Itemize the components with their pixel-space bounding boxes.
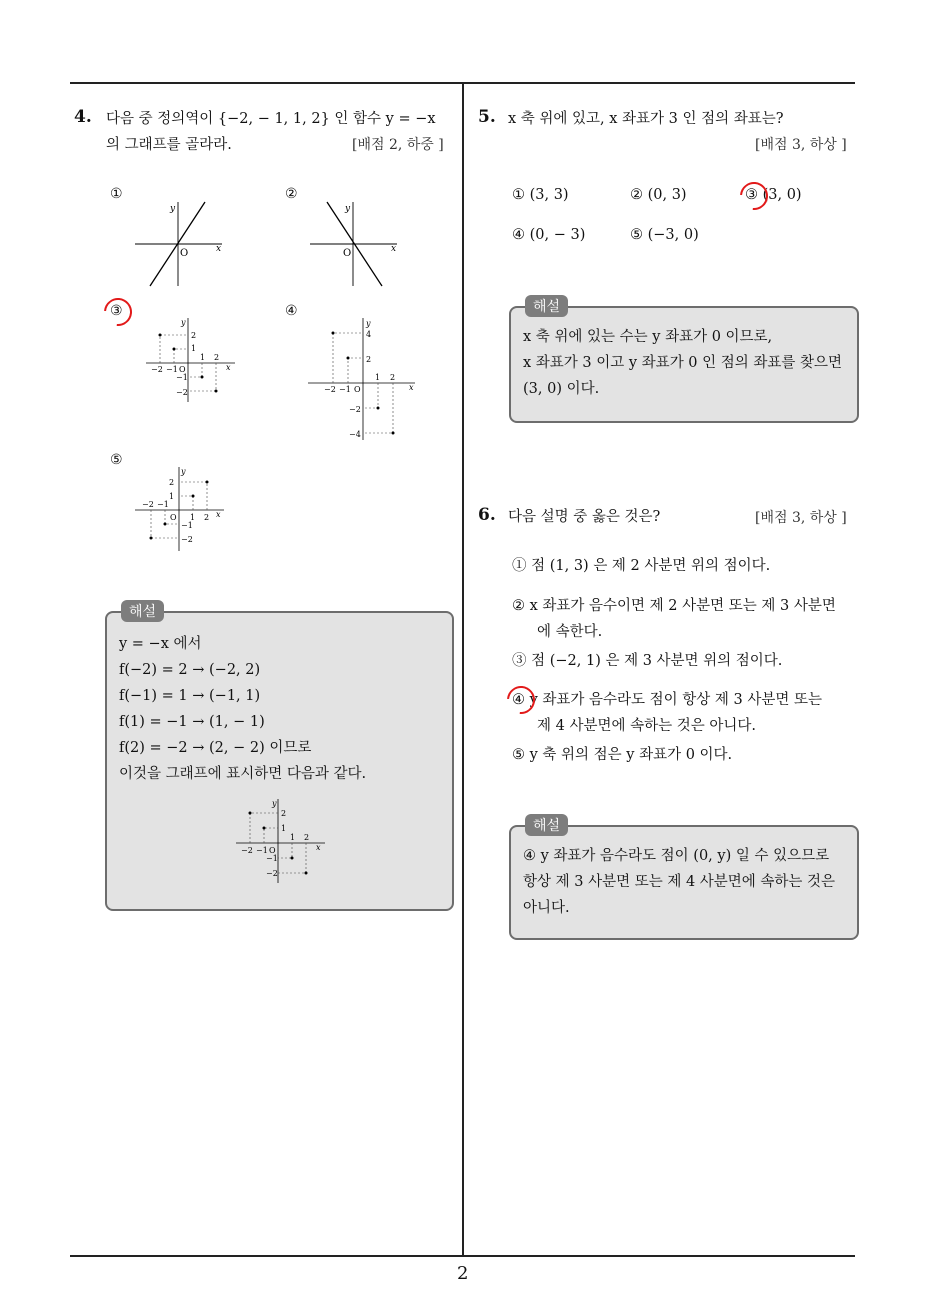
q6-number: 6.: [478, 505, 496, 525]
origin-label: O: [180, 248, 189, 259]
axis-label-y: y: [181, 467, 186, 476]
axis-label-y: y: [272, 799, 277, 808]
point: [305, 872, 308, 875]
tick-label: −4: [349, 430, 361, 439]
q4-option-4-label[interactable]: ④: [285, 303, 298, 319]
axis-label-x: x: [216, 244, 222, 254]
q4-solution-line2: f(−2) = 2 → (−2, 2): [119, 662, 261, 678]
tick-label: 1: [191, 344, 197, 353]
axis-label-y: y: [181, 318, 186, 327]
q4-solution-line5: f(2) = −2 → (2, − 2) 이므로: [119, 740, 312, 756]
q5-solution-line2: x 좌표가 3 이고 y 좌표가 0 인 점의 좌표를 찾으면: [523, 355, 843, 371]
q4-option-1-label[interactable]: ①: [110, 186, 123, 202]
q5-solution-line3: (3, 0) 이다.: [523, 381, 600, 397]
tick-label: 2: [390, 373, 396, 382]
q6-solution-line1: ④ y 좌표가 음수라도 점이 (0, y) 일 수 있으므로: [523, 848, 830, 864]
q4-option-2-label[interactable]: ②: [285, 186, 298, 202]
point: [392, 432, 395, 435]
origin-label: O: [354, 385, 361, 394]
q6-option-5[interactable]: ⑤ y 축 위의 점은 y 좌표가 0 이다.: [512, 747, 733, 763]
tick-label: 1: [375, 373, 381, 382]
origin-label: O: [343, 248, 352, 259]
q5-meta: [배점 3, 하상 ]: [755, 137, 847, 153]
tick-label: 1: [169, 492, 175, 501]
q6-option-4-cont: 제 4 사분면에 속하는 것은 아니다.: [537, 718, 756, 734]
q6-option-2[interactable]: ② x 좌표가 음수이면 제 2 사분면 또는 제 3 사분면: [512, 598, 836, 614]
q5-option-4[interactable]: ④ (0, − 3): [512, 227, 586, 243]
tick-label: −1: [256, 846, 268, 855]
column-divider: [462, 82, 464, 1257]
q6-option-2-cont: 에 속한다.: [537, 624, 603, 640]
q4-solution-line1: y = −x 에서: [119, 636, 202, 652]
solution-tag: 해설: [121, 600, 164, 622]
q6-stem: 다음 설명 중 옳은 것은?: [508, 509, 661, 525]
tick-label: −2: [266, 869, 278, 878]
q4-number: 4.: [74, 107, 92, 127]
tick-label: 1: [200, 353, 206, 362]
tick-label: −2: [176, 388, 188, 397]
q4-stem-line2: 의 그래프를 골라라.: [106, 137, 232, 153]
page-number: 2: [457, 1263, 469, 1284]
axis-label-x: x: [316, 843, 321, 852]
q5-option-5[interactable]: ⑤ (−3, 0): [630, 227, 699, 243]
point: [173, 348, 176, 351]
tick-label: −2: [241, 846, 253, 855]
origin-label: O: [269, 846, 276, 855]
solution-tag: 해설: [525, 295, 568, 317]
q4-solution-box: [105, 604, 454, 911]
axis-label-x: x: [391, 244, 397, 254]
point: [291, 857, 294, 860]
q6-solution-line2: 항상 제 3 사분면 또는 제 4 사분면에 속하는 것은: [523, 874, 836, 890]
tick-label: 1: [281, 824, 287, 833]
tick-label: 2: [366, 355, 372, 364]
tick-label: −2: [151, 365, 163, 374]
axis-label-x: x: [226, 363, 231, 372]
axis-label-y: y: [345, 204, 351, 214]
tick-label: −2: [181, 535, 193, 544]
point: [332, 332, 335, 335]
point: [164, 523, 167, 526]
q6-meta: [배점 3, 하상 ]: [755, 510, 847, 526]
q4-option-4-graph: [305, 316, 417, 442]
point: [192, 495, 195, 498]
q5-number: 5.: [478, 107, 496, 127]
q4-meta: [배점 2, 하중 ]: [352, 137, 444, 153]
q6-option-4[interactable]: ④ y 좌표가 음수라도 점이 항상 제 3 사분면 또는: [512, 692, 823, 708]
axis-label-x: x: [216, 510, 221, 519]
point: [150, 537, 153, 540]
q4-option-5-label[interactable]: ⑤: [110, 452, 123, 468]
tick-label: −1: [166, 365, 178, 374]
point: [377, 407, 380, 410]
axis-label-y: y: [170, 204, 176, 214]
tick-label: 1: [290, 833, 296, 842]
tick-label: −2: [324, 385, 336, 394]
q4-option-2-graph: [305, 198, 405, 290]
q4-solution-line3: f(−1) = 1 → (−1, 1): [119, 688, 261, 704]
tick-label: −1: [181, 521, 193, 530]
solution-tag: 해설: [525, 814, 568, 836]
q5-stem: x 축 위에 있고, x 좌표가 3 인 점의 좌표는?: [508, 111, 784, 127]
point: [201, 376, 204, 379]
q6-solution-box: [509, 818, 859, 940]
q5-option-3[interactable]: ③ (3, 0): [745, 187, 802, 203]
point: [206, 481, 209, 484]
axis-label-y: y: [366, 319, 371, 328]
q6-option-3[interactable]: ③ 점 (−2, 1) 은 제 3 사분면 위의 점이다.: [512, 653, 783, 669]
tick-label: 2: [204, 513, 210, 522]
q4-solution-graph: [233, 797, 328, 885]
q5-option-1[interactable]: ① (3, 3): [512, 187, 569, 203]
tick-label: −2: [349, 405, 361, 414]
tick-label: −1: [157, 500, 169, 509]
tick-label: 2: [191, 331, 197, 340]
point: [159, 334, 162, 337]
point: [263, 827, 266, 830]
tick-label: −2: [142, 500, 154, 509]
tick-label: 2: [304, 833, 310, 842]
q4-option-1-graph: [130, 198, 230, 290]
q4-option-3-label[interactable]: ③: [110, 303, 123, 319]
tick-label: 2: [281, 809, 287, 818]
tick-label: 4: [366, 330, 372, 339]
q4-option-5-graph: [132, 465, 227, 553]
point: [215, 390, 218, 393]
q4-option-3-graph: [143, 316, 238, 404]
tick-label: −1: [176, 373, 188, 382]
q6-solution-line3: 아니다.: [523, 900, 570, 916]
q5-option-2[interactable]: ② (0, 3): [630, 187, 687, 203]
tick-label: 1: [190, 513, 196, 522]
axis-label-x: x: [409, 383, 414, 392]
q4-solution-line4: f(1) = −1 → (1, − 1): [119, 714, 265, 730]
q6-option-1[interactable]: ① 점 (1, 3) 은 제 2 사분면 위의 점이다.: [512, 558, 771, 574]
red-check-mark-icon: [98, 292, 137, 331]
tick-label: 2: [214, 353, 220, 362]
q4-solution-line6: 이것을 그래프에 표시하면 다음과 같다.: [119, 766, 367, 782]
origin-label: O: [179, 365, 186, 374]
tick-label: −1: [266, 854, 278, 863]
q4-stem-line1: 다음 중 정의역이 {−2, − 1, 1, 2} 인 함수 y = −x: [106, 111, 436, 127]
q5-solution-line1: x 축 위에 있는 수는 y 좌표가 0 이므로,: [523, 329, 773, 345]
origin-label: O: [170, 513, 177, 522]
tick-label: 2: [169, 478, 175, 487]
tick-label: −1: [339, 385, 351, 394]
point: [249, 812, 252, 815]
point: [347, 357, 350, 360]
q5-solution-box: [509, 299, 859, 423]
